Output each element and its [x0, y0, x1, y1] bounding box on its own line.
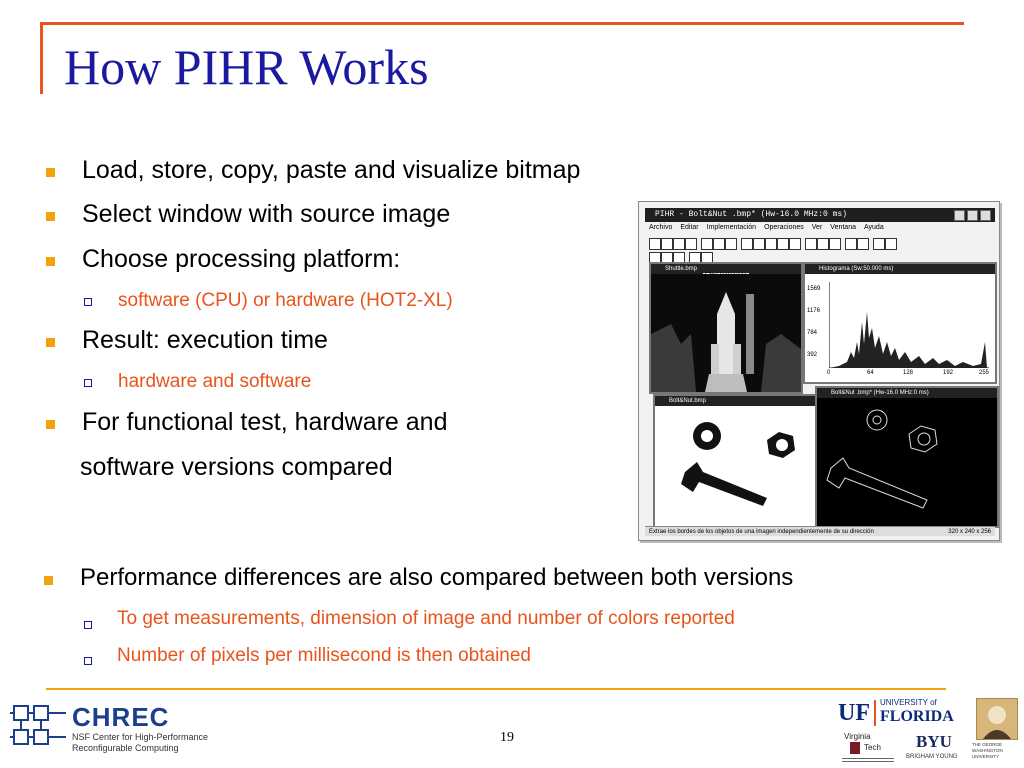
tool-icon: [805, 238, 817, 250]
menu-ventana: Ventana: [830, 224, 856, 231]
bullet-5-continuation: software versions compared: [80, 453, 393, 481]
histogram-pane: [803, 262, 997, 384]
histogram-ytick: 1176: [807, 308, 820, 314]
washington-portrait: [977, 699, 1017, 739]
menu-archivo: Archivo: [649, 224, 673, 231]
chrec-tagline-2: Reconfigurable Computing: [72, 743, 179, 753]
save-icon: [661, 238, 673, 250]
sub-bullet-marker: [84, 657, 92, 665]
bullet-1: Load, store, copy, paste and visualize bitmap: [82, 156, 581, 184]
bolt-result-pane-title: [817, 388, 997, 398]
menu-editar: Editar: [680, 224, 699, 231]
bullet-marker: [46, 257, 55, 266]
tool-icon: [713, 238, 725, 250]
shuttle-photo: [651, 274, 801, 392]
tool-icon: [777, 238, 789, 250]
gwu-line-2: WASHINGTON: [972, 748, 1003, 753]
byu-logo: [906, 732, 966, 766]
menu-implementacion: Implementación: [706, 224, 757, 231]
histogram-xtick: 64: [867, 370, 874, 376]
histogram-xtick: 255: [979, 370, 990, 376]
bullet-3: Choose processing platform:: [82, 245, 401, 273]
gwu-line-3: UNIVERSITY: [972, 754, 1000, 759]
bullet-marker: [46, 338, 55, 347]
chrec-logo: [10, 700, 230, 756]
sub-bullet-3-1: software (CPU) or hardware (HOT2-XL): [118, 290, 453, 311]
app-title-bar: [645, 208, 995, 222]
histogram-pane-title: [805, 264, 995, 274]
tool-icon: [829, 238, 841, 250]
byu-mark: BYU: [916, 732, 952, 751]
uf-mark: UF: [838, 700, 870, 726]
app-menu-bar: [645, 224, 995, 235]
bullet-marker: [46, 212, 55, 221]
tool-icon: [701, 238, 713, 250]
histogram-xtick: 192: [943, 370, 954, 376]
vt-mark-icon: [850, 742, 860, 754]
menu-ayuda: Ayuda: [863, 224, 884, 231]
vt-rule: [842, 758, 894, 759]
histogram-xtick: 128: [903, 370, 914, 376]
help-icon: [885, 238, 897, 250]
bullet-2: Select window with source image: [82, 200, 451, 228]
sub-bullet-6-1: To get measurements, dimension of image and number of colors reported: [117, 608, 735, 629]
chrec-tagline-1: NSF Center for High-Performance: [72, 732, 209, 742]
bullet-4: Result: execution time: [82, 326, 328, 354]
tool-icon: [817, 238, 829, 250]
sub-bullet-marker: [84, 621, 92, 629]
tool-icon: [845, 238, 857, 250]
bullet-marker: [46, 420, 55, 429]
byu-name: BRIGHAM YOUNG: [906, 754, 958, 760]
title-accent-bar-left: [40, 22, 43, 94]
chrec-name: CHREC: [72, 702, 170, 732]
bullet-marker: [46, 168, 55, 177]
app-window-title: PIHR - Bolt&Nut .bmp* (Hw-16.0 MHz:0 ms): [655, 210, 848, 219]
status-text: Extrae los bordes de los objetos de una imagen independientemente de su dirección: [649, 529, 874, 535]
histogram-ytick: 392: [807, 352, 818, 358]
uf-line-1: UNIVERSITY of: [880, 698, 937, 707]
tool-icon: [753, 238, 765, 250]
app-status-bar: [645, 526, 995, 536]
chrec-circuit-icon: [10, 700, 68, 756]
sub-bullet-marker: [84, 379, 92, 387]
bolt-source-pane-label: Bolt&Nut.bmp: [669, 398, 707, 404]
bullet-6: Performance differences are also compared between both versions: [80, 564, 794, 591]
tool-icon: [857, 238, 869, 250]
histogram-pane-label: Histograma (Sw:50.000 ms): [819, 266, 894, 272]
maximize-icon: [967, 210, 978, 221]
gwu-logo: [972, 698, 1018, 764]
image-dimensions: 320 x 240 x 256: [948, 529, 991, 535]
bolt-result-pane: [815, 386, 999, 528]
shuttle-pane-label: Shuttle.bmp: [665, 266, 698, 272]
footer-divider: [46, 688, 946, 690]
uf-divider: [874, 700, 876, 726]
uf-logo: [838, 698, 968, 728]
tool-icon: [741, 238, 753, 250]
open-icon: [649, 238, 661, 250]
paste-icon: [685, 238, 697, 250]
shuttle-image-pane: [649, 262, 803, 394]
minimize-icon: [954, 210, 965, 221]
histogram-ytick: 784: [807, 330, 818, 336]
sub-bullet-6-2: Number of pixels per millisecond is then obtained: [117, 645, 531, 666]
gwu-portrait-icon: [976, 698, 1018, 740]
bolt-edge-image: [817, 398, 997, 526]
copy-icon: [673, 238, 685, 250]
menu-ver: Ver: [811, 224, 823, 231]
histogram-xtick: 0: [827, 370, 831, 376]
uf-line-2: FLORIDA: [880, 708, 954, 725]
bullet-marker: [44, 576, 53, 585]
page-number: 19: [500, 730, 514, 745]
histogram-plot: [829, 282, 989, 368]
close-icon: [980, 210, 991, 221]
bolt-source-image: [655, 406, 815, 526]
vt-rule: [842, 761, 894, 762]
window-controls: [954, 210, 991, 221]
bolt-source-pane-title: [655, 396, 815, 406]
slide-title: How PIHR Works: [64, 39, 429, 95]
bullet-5: For functional test, hardware and: [82, 408, 448, 436]
bolt-source-pane: [653, 394, 817, 528]
bolt-result-pane-label: Bolt&Nut .bmp* (Hw-16.0 MHz:0 ms): [831, 390, 929, 396]
tool-icon: [725, 238, 737, 250]
vt-line-2: Tech: [864, 743, 881, 752]
gwu-line-1: THE GEORGE: [972, 742, 1003, 747]
tool-icon: [873, 238, 885, 250]
sub-bullet-marker: [84, 298, 92, 306]
title-accent-bar-top: [40, 22, 964, 25]
menu-operaciones: Operaciones: [764, 224, 804, 231]
virginia-tech-logo: [840, 732, 900, 766]
tool-icon: [789, 238, 801, 250]
tool-icon: [765, 238, 777, 250]
sub-bullet-4-1: hardware and software: [118, 371, 312, 392]
pihr-app-screenshot: [638, 201, 1000, 541]
histogram-ytick: 1569: [807, 286, 821, 292]
vt-line-1: Virginia: [844, 732, 871, 741]
